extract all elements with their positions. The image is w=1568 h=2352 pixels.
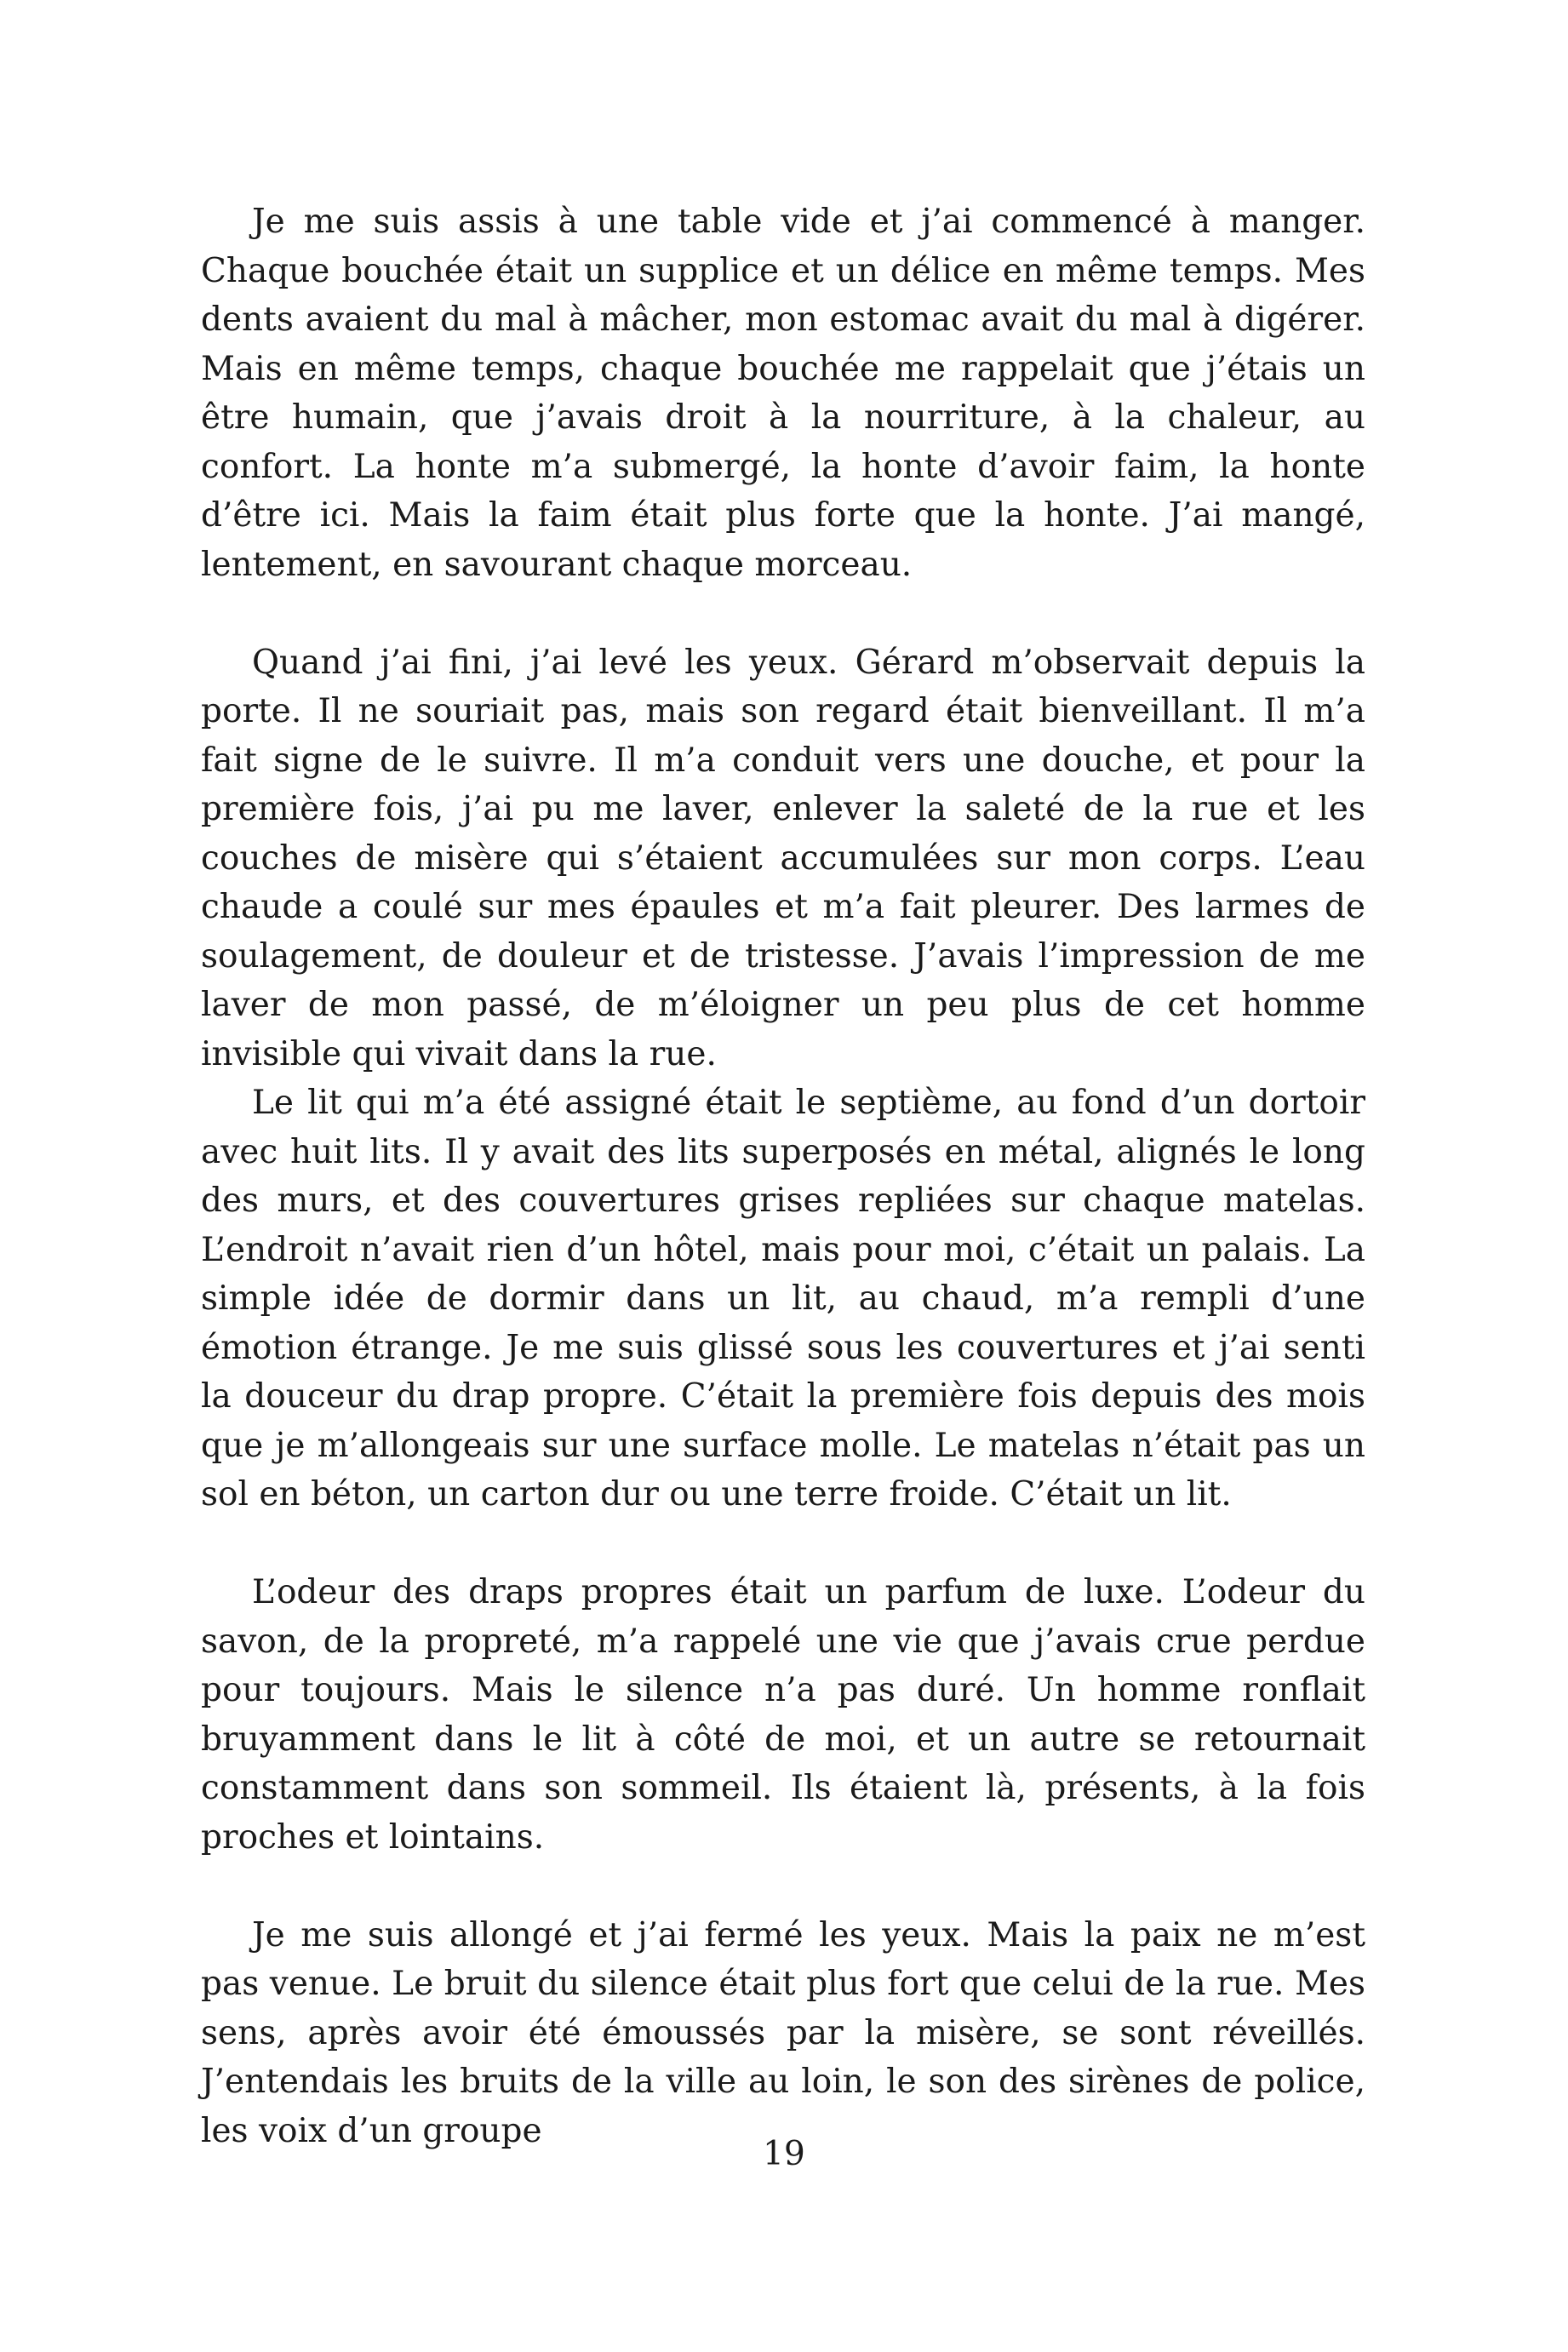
paragraph-2: Quand j’ai fini, j’ai levé les yeux. Gérard m’observait depuis la porte. Il ne souriait pas, mais son regard était bienveillant. Il m’a fait signe de le suivre. Il m’a conduit vers une douche, et pour la première fois, j’ai pu me laver, enlever la saleté de la rue et les couches de misère qui s’étaient accumulées sur mon corps. L’eau chaude a coulé sur mes épaules et m’a fait pleurer. Des larmes de soulagement, de douleur et de tristesse. J’avais l’impression de me laver de mon passé, de m’éloigner un peu plus de cet homme invisible qui vivait dans la rue.	[201, 643, 1365, 1073]
paragraph-1: Je me suis assis à une table vide et j’ai commencé à manger. Chaque bouchée était un supplice et un délice en même temps. Mes dents avaient du mal à mâcher, mon estomac avait du mal à digérer. Mais en même temps, chaque bouchée me rappelait que j’étais un être humain, que j’avais droit à la nourriture, à la chaleur, au confort. La honte m’a submergé, la honte d’avoir faim, la honte d’être ici. Mais la faim était plus forte que la honte. J’ai mangé, lentement, en savourant chaque morceau.	[201, 203, 1365, 584]
body-text	[201, 197, 1365, 2155]
paragraph-4: L’odeur des draps propres était un parfum de luxe. L’odeur du savon, de la propreté, m’a rappelé une vie que j’avais crue perdue pour toujours. Mais le silence n’a pas duré. Un homme ronflait bruyamment dans le lit à côté de moi, et un autre se retournait constamment dans son sommeil. Ils étaient là, présents, à la fois proches et lointains.	[201, 1573, 1365, 1857]
paragraph-5: Je me suis allongé et j’ai fermé les yeux. Mais la paix ne m’est pas venue. Le bruit du silence était plus fort que celui de la rue. Mes sens, après avoir été émoussés par la misère, se sont réveillés. J’entendais les bruits de la ville au loin, le son des sirènes de police, les voix d’un groupe	[201, 1915, 1365, 2150]
paragraph-3: Le lit qui m’a été assigné était le septième, au fond d’un dortoir avec huit lits. Il y avait des lits superposés en métal, alignés le long des murs, et des couvertures grises repliées sur chaque matelas. L’endroit n’avait rien d’un hôtel, mais pour moi, c’était un palais. La simple idée de dormir dans un lit, au chaud, m’a rempli d’une émotion étrange. Je me suis glissé sous les couvertures et j’ai senti la douceur du drap propre. C’était la première fois depuis des mois que je m’allongeais sur une surface molle. Le matelas n’était pas un sol en béton, un carton dur ou une terre froide. C’était un lit.	[201, 1084, 1365, 1514]
page-number: 19	[763, 2135, 805, 2173]
